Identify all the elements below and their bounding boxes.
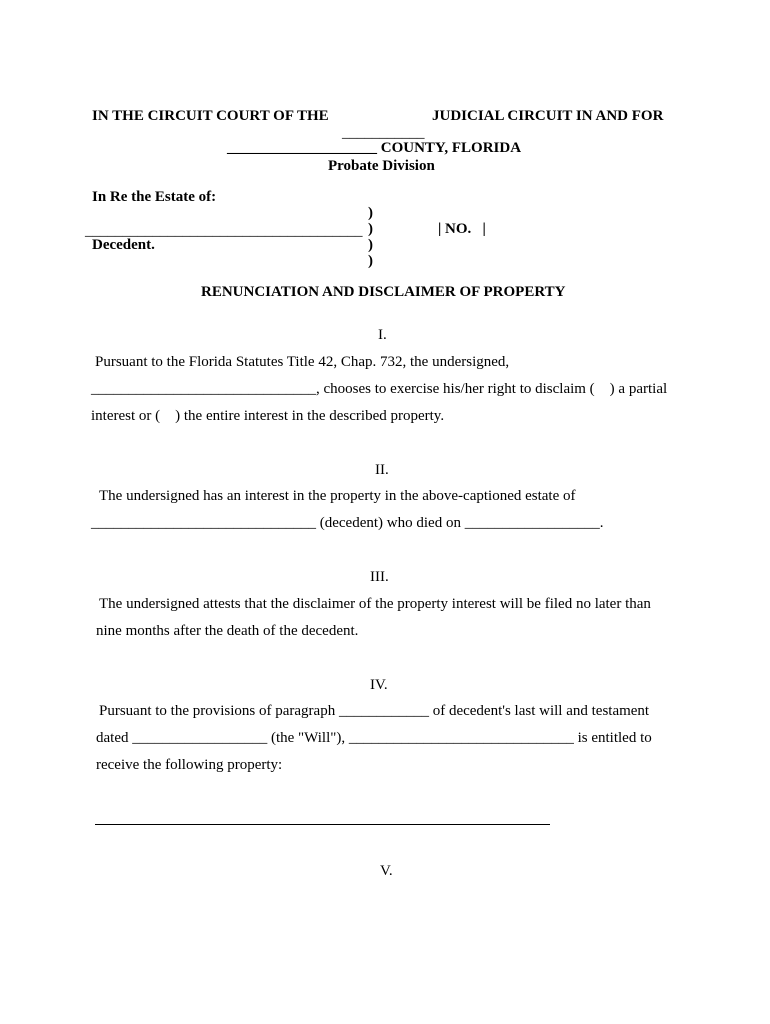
document-title: RENUNCIATION AND DISCLAIMER OF PROPERTY: [201, 284, 566, 300]
case-number-field: | NO. |: [438, 221, 486, 237]
body-line: nine months after the death of the decedent.: [96, 623, 359, 639]
body-line: ______________________________, chooses to exercise his/her right to disclaim ( ) a partial: [91, 381, 668, 397]
county-line: ____________________ COUNTY, FLORIDA: [227, 140, 522, 156]
body-line: Pursuant to the provisions of paragraph ____________ of decedent's last will and testament: [99, 703, 650, 719]
property-description-line: [95, 824, 550, 825]
section-numeral: III.: [370, 569, 389, 585]
caption-paren: ): [368, 237, 373, 253]
body-line: The undersigned attests that the disclaimer of the property interest will be filed no later than: [99, 596, 651, 612]
section-numeral: I.: [378, 327, 387, 343]
division-label: Probate Division: [328, 158, 435, 174]
estate-label: In Re the Estate of:: [92, 189, 217, 205]
body-line: ______________________________ (decedent) who died on __________________.: [91, 515, 604, 531]
body-line: The undersigned has an interest in the property in the above-captioned estate of: [99, 488, 576, 504]
body-line: Pursuant to the Florida Statutes Title 42, Chap. 732, the undersigned,: [95, 354, 510, 370]
circuit-blank: ___________: [342, 125, 425, 141]
section-numeral: V.: [380, 863, 393, 879]
section-numeral: II.: [375, 462, 389, 478]
estate-name-blank: _____________________________________: [85, 223, 363, 239]
court-heading-right: JUDICIAL CIRCUIT IN AND FOR: [432, 108, 664, 124]
caption-paren: ): [368, 221, 373, 237]
section-numeral: IV.: [370, 677, 388, 693]
body-line: dated __________________ (the "Will"), ______________________________ is entitled to: [96, 730, 652, 746]
decedent-label: Decedent.: [92, 237, 155, 253]
caption-paren: ): [368, 205, 373, 221]
body-line: receive the following property:: [96, 757, 283, 773]
body-line: interest or ( ) the entire interest in the described property.: [91, 408, 445, 424]
court-heading-left: IN THE CIRCUIT COURT OF THE: [92, 108, 329, 124]
caption-paren: ): [368, 253, 373, 269]
